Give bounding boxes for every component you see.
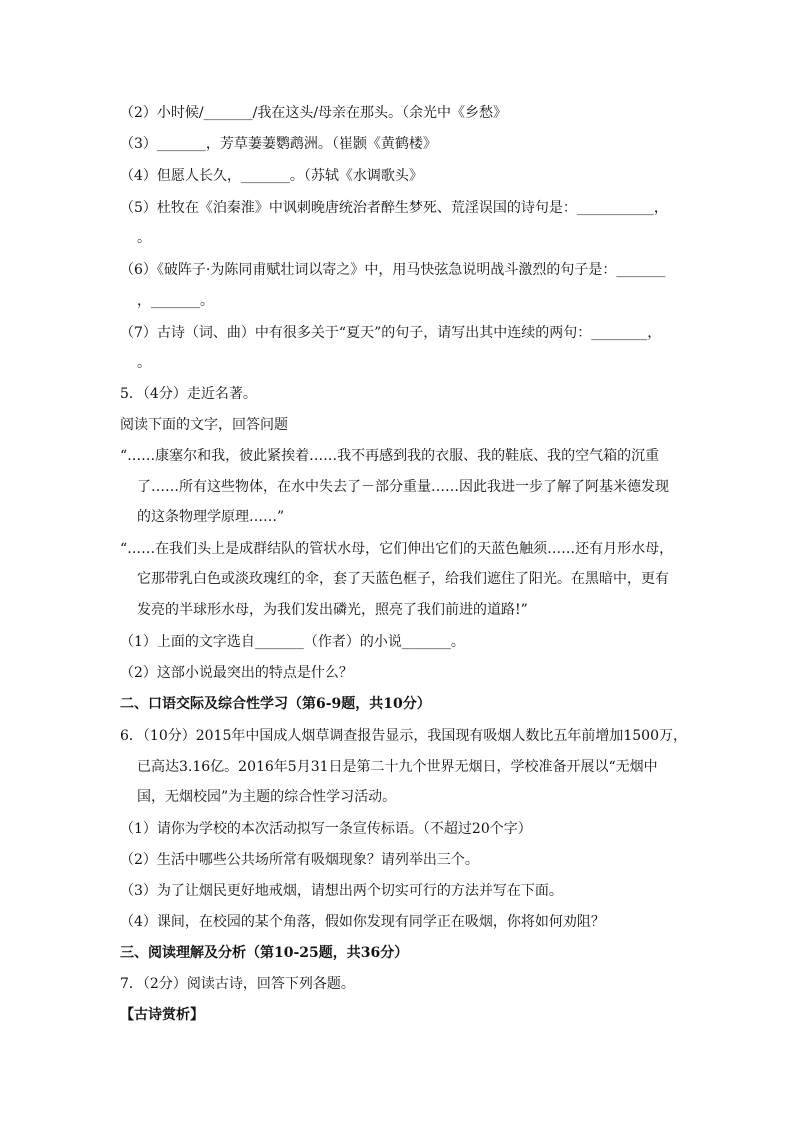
question-6-3: （3）为了让烟民更好地戒烟，请想出两个切实可行的方法并写在下面。 — [120, 883, 563, 899]
passage-1-line-3: 的这条物理学原理……” — [137, 509, 285, 525]
poem-appreciation-heading: 【古诗赏析】 — [120, 1007, 204, 1023]
question-6-2: （2）生活中哪些公共场所常有吸烟现象？请列举出三个。 — [120, 852, 479, 868]
question-5-2: （2）这部小说最突出的特点是什么？ — [120, 665, 353, 681]
section-3-heading: 三、阅读理解及分析（第10-25题，共36分） — [120, 945, 409, 961]
question-6-line-3: 国，无烟校园”为主题的综合性学习活动。 — [137, 789, 397, 805]
section-2-heading: 二、口语交际及综合性学习（第6-9题，共10分） — [120, 696, 431, 712]
question-4-5: （5）杜牧在《泊秦淮》中讽刺晚唐统治者醉生梦死、荒淫误国的诗句是：___________， — [120, 200, 668, 216]
passage-2-line-2: 它那带乳白色或淡玫瑰红的伞，套了天蓝色框子，给我们遮住了阳光。在黑暗中，更有 — [137, 571, 669, 587]
question-6-1: （1）请你为学校的本次活动拟写一条宣传标语。（不超过20个字） — [120, 821, 532, 837]
question-4-7-cont: 。 — [137, 355, 151, 371]
question-4-6: （6）《破阵子·为陈同甫赋壮词以寄之》中，用马快弦急说明战斗激烈的句子是：_______ — [120, 262, 666, 278]
question-7-heading: 7．（2分）阅读古诗，回答下列各题。 — [120, 976, 355, 992]
passage-2-line-3: 发亮的半球形水母，为我们发出磷光，照亮了我们前进的道路!” — [137, 602, 528, 618]
question-4-4: （4）但愿人长久，_______。（苏轼《水调歌头》 — [120, 168, 423, 184]
question-4-2: （2）小时候/_______/我在这头/母亲在那头。（余光中《乡愁》 — [120, 105, 508, 121]
question-4-7: （7）古诗（词、曲）中有很多关于“夏天”的句子，请写出其中连续的两句：________， — [120, 325, 662, 341]
question-6-line-1: 6．（10分）2015年中国成人烟草调查报告显示，我国现有吸烟人数比五年前增加1500万， — [120, 728, 687, 744]
passage-1-line-1: “……康塞尔和我，彼此紧挨着……我不再感到我的衣服、我的鞋底、我的空气箱的沉重 — [120, 448, 660, 464]
question-5-instruction: 阅读下面的文字，回答问题 — [120, 417, 288, 433]
passage-2-line-1: “……在我们头上是成群结队的管状水母，它们伸出它们的天蓝色触须……还有月形水母， — [120, 541, 674, 557]
question-4-5-cont: 。 — [137, 230, 151, 246]
question-4-3: （3）_______，芳草萋萋鹦鹉洲。（崔颢《黄鹤楼》 — [120, 136, 437, 152]
passage-1-line-2: 了……所有这些物体，在水中失去了－部分重量……因此我进一步了解了阿基米德发现 — [137, 479, 669, 495]
question-6-4: （4）课间，在校园的某个角落，假如你发现有同学正在吸烟，你将如何劝阻？ — [120, 914, 605, 930]
question-5-1: （1）上面的文字选自_______（作者）的小说_______。 — [120, 634, 465, 650]
question-5-heading: 5．（4分）走近名著。 — [120, 386, 257, 402]
question-4-6-cont: ，_______。 — [137, 293, 214, 309]
question-6-line-2: 已高达3.16亿。2016年5月31日是第二十九个世界无烟日，学校准备开展以“无烟中 — [137, 759, 658, 775]
